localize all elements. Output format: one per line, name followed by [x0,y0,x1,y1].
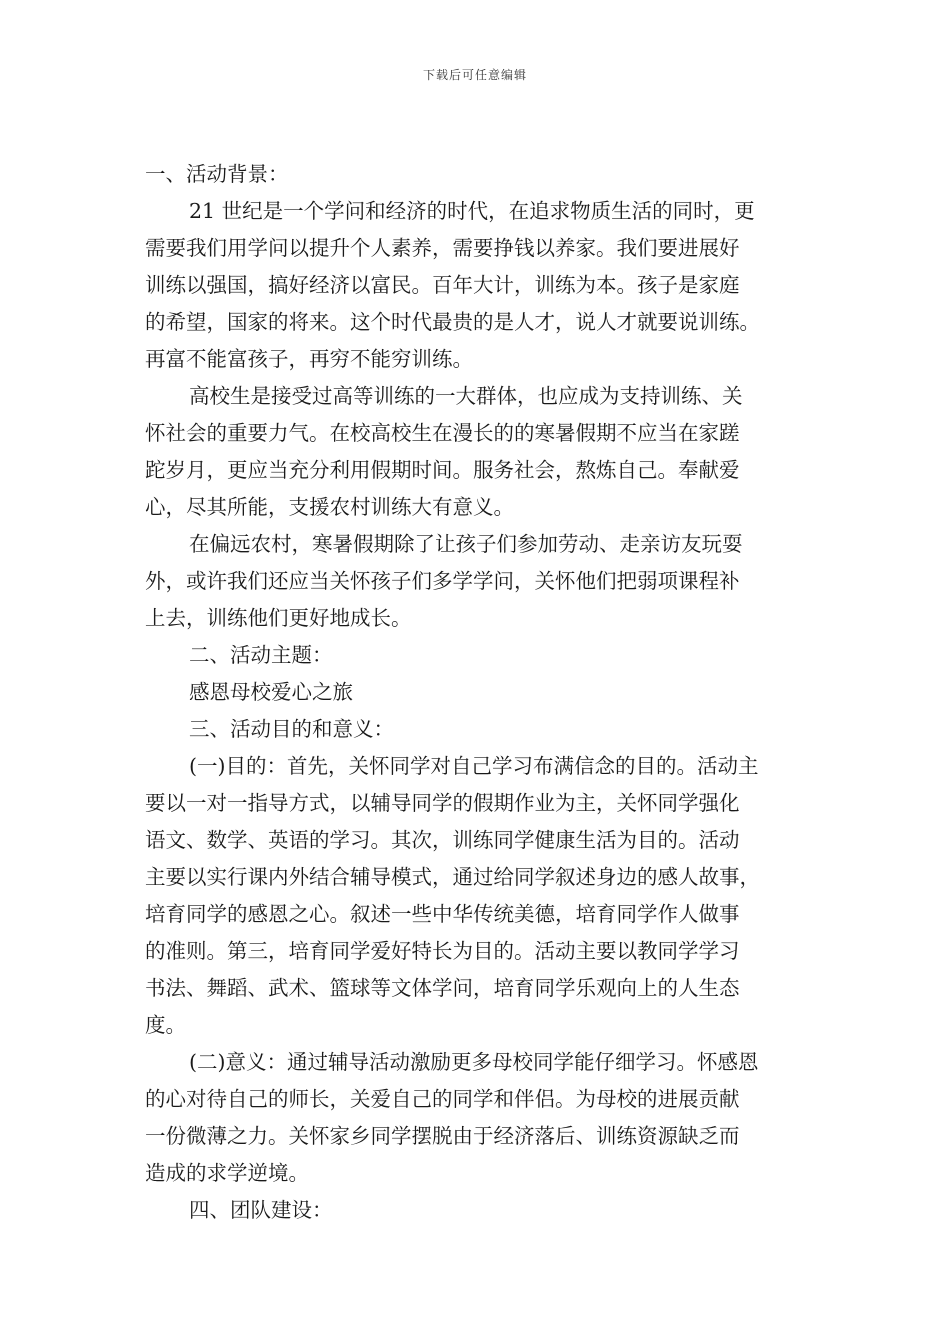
paragraph-line: 的心对待自己的师长，关爱自己的同学和伴侣。为母校的进展贡献 [145,1087,740,1111]
paragraph-line: 主要以实行课内外结合辅导模式，通过给同学叙述身边的感人故事， [145,865,760,889]
section-heading-theme: 二、活动主题： [189,643,333,667]
paragraph-line: 上去，训练他们更好地成长。 [145,606,412,630]
paragraph-line: (二)意义：通过辅导活动激励更多母校同学能仔细学习。怀感恩 [189,1050,759,1074]
paragraph-line: 造成的求学逆境。 [145,1161,309,1185]
paragraph-line: 高校生是接受过高等训练的一大群体，也应成为支持训练、关 [189,384,743,408]
paragraph-line: 心，尽其所能，支援农村训练大有意义。 [145,495,514,519]
paragraph-line: 培育同学的感恩之心。叙述一些中华传统美德，培育同学作人做事 [145,902,740,926]
paragraph-line: 度。 [145,1013,186,1037]
paragraph-line: 在偏远农村，寒暑假期除了让孩子们参加劳动、走亲访友玩耍 [189,532,743,556]
document-body [145,156,810,1229]
section-heading-background: 一、活动背景： [145,162,289,186]
page-header: 下载后可任意编辑 [422,68,527,82]
paragraph-line: 需要我们用学问以提升个人素养，需要挣钱以养家。我们要进展好 [145,236,740,260]
paragraph-line: 外，或许我们还应当关怀孩子们多学学问，关怀他们把弱项课程补 [145,569,740,593]
paragraph-line: 怀社会的重要力气。在校高校生在漫长的的寒暑假期不应当在家蹉 [145,421,740,445]
paragraph-line: 要以一对一指导方式，以辅导同学的假期作业为主，关怀同学强化 [145,791,740,815]
paragraph-line: 的希望，国家的将来。这个时代最贵的是人才，说人才就要说训练。 [145,310,760,334]
paragraph-line: 再富不能富孩子，再穷不能穷训练。 [145,347,473,371]
paragraph-line: (一)目的：首先，关怀同学对自己学习布满信念的目的。活动主 [189,754,759,778]
paragraph-line: 书法、舞蹈、武术、篮球等文体学问，培育同学乐观向上的人生态 [145,976,740,1000]
paragraph-line: 语文、数学、英语的学习。其次，训练同学健康生活为目的。活动 [145,828,740,852]
paragraph-line: 一份微薄之力。关怀家乡同学摆脱由于经济落后、训练资源缺乏而 [145,1124,740,1148]
section-heading-purpose: 三、活动目的和意义： [189,717,394,741]
paragraph-line: 跎岁月，更应当充分利用假期时间。服务社会，熬炼自己。奉献爱 [145,458,740,482]
paragraph-line: 的准则。第三，培育同学爱好特长为目的。活动主要以教同学学习 [145,939,740,963]
paragraph-line: 训练以强国，搞好经济以富民。百年大计，训练为本。孩子是家庭 [145,273,740,297]
theme-text: 感恩母校爱心之旅 [189,680,353,704]
paragraph-line: 21 世纪是一个学问和经济的时代，在追求物质生活的同时，更 [189,199,755,223]
section-heading-team: 四、团队建设： [189,1198,333,1222]
